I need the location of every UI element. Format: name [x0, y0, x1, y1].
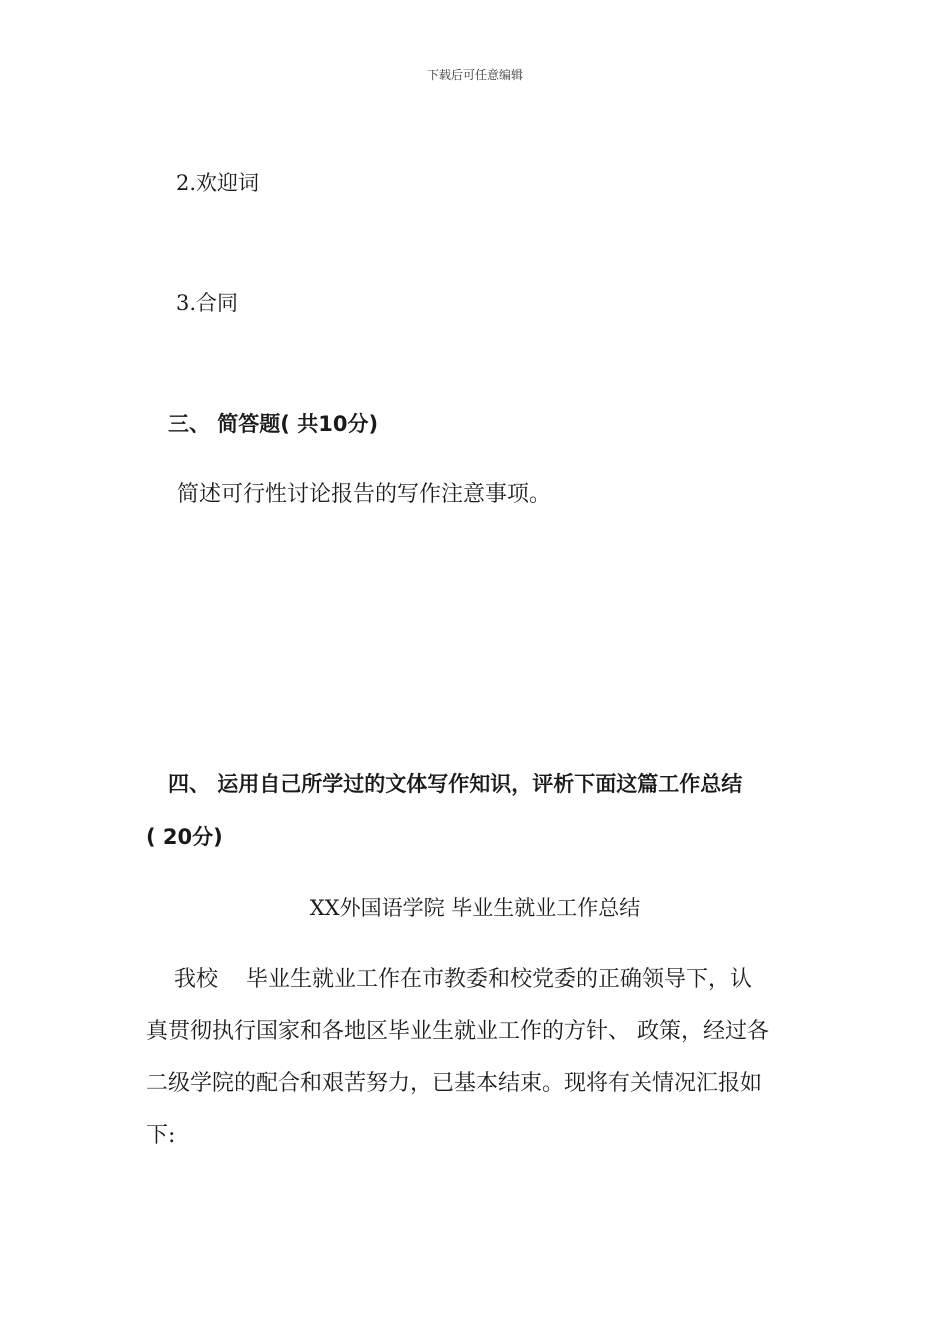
section-3-heading: 三、 简答题( 共10分)	[168, 412, 379, 436]
list-item-contract: 3.合同	[176, 291, 239, 315]
section-4-heading: 四、 运用自己所学过的文体写作知识，评析下面这篇工作总结	[168, 772, 743, 796]
paragraph-row: 真贯彻执行国家和各地区毕业生就业工作的方针、 政策，经过各	[146, 1019, 769, 1044]
page-header-note: 下载后可任意编辑	[426, 68, 523, 82]
paragraph-row: 下:	[146, 1123, 176, 1148]
paragraph-row: 二级学院的配合和艰苦努力，已基本结束。现将有关情况汇报如	[146, 1071, 763, 1096]
article-paragraph	[146, 954, 806, 1162]
paragraph-row: 我校 毕业生就业工作在市教委和校党委的正确领导下，认	[146, 967, 752, 992]
section-4-heading-score: ( 20分)	[146, 825, 223, 849]
section-3-question: 简述可行性讨论报告的写作注意事项。	[177, 482, 552, 507]
list-item-welcome-speech: 2.欢迎词	[176, 171, 260, 195]
article-title: XX外国语学院 毕业生就业工作总结	[309, 896, 641, 920]
